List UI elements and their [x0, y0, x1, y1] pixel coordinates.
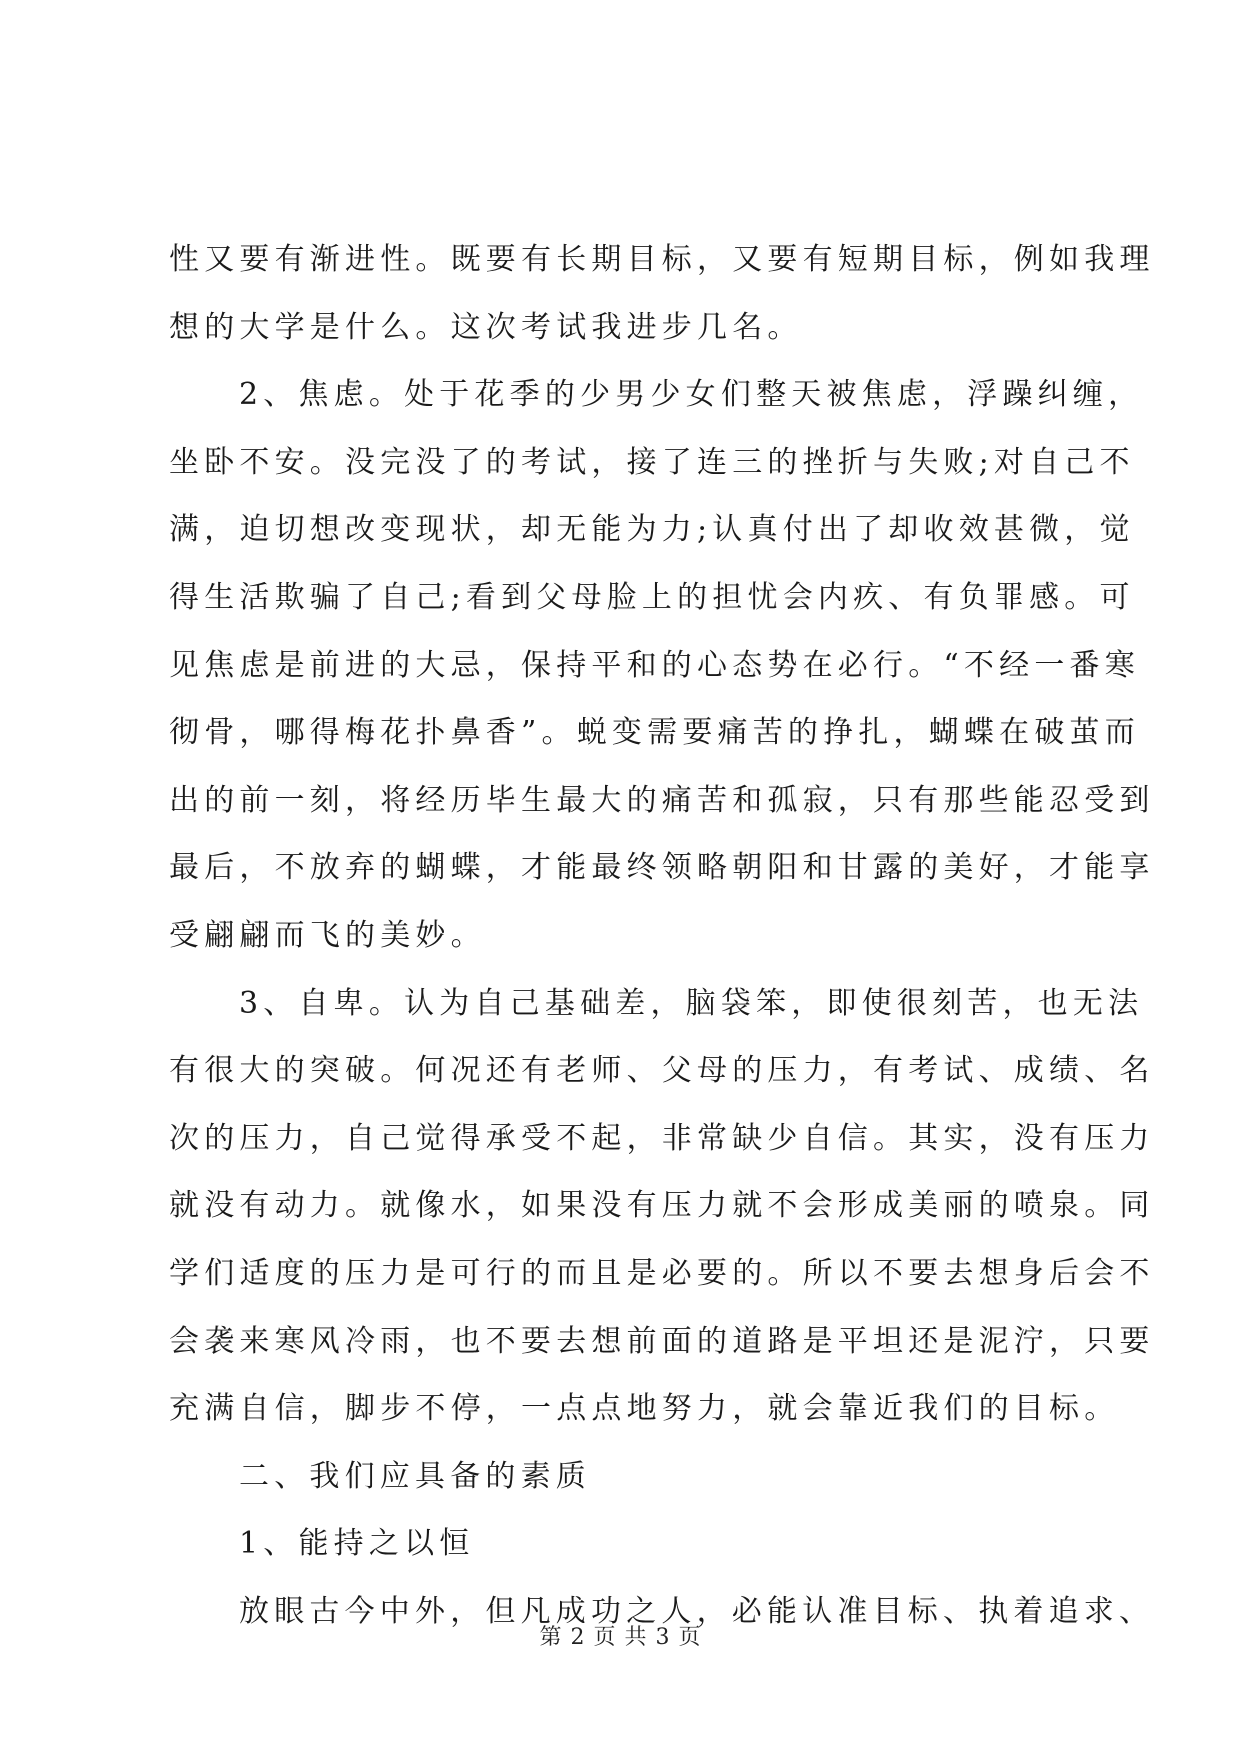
text-line: 次的压力，自己觉得承受不起，非常缺少自信。其实，没有压力 [169, 1120, 1155, 1156]
text-line: 坐卧不安。没完没了的考试，接了连三的挫折与失败;对自己不 [169, 444, 1135, 480]
text-line: 1、能持之以恒 [239, 1526, 475, 1562]
text-line: 受翩翩而飞的美妙。 [169, 917, 486, 953]
text-line: 充满自信，脚步不停，一点点地努力，就会靠近我们的目标。 [169, 1391, 1120, 1427]
text-line: 2、焦虑。处于花季的少男少女们整天被焦虑，浮躁纠缠， [239, 377, 1144, 413]
text-line: 彻骨，哪得梅花扑鼻香”。蜕变需要痛苦的挣扎，蝴蝶在破茧而 [169, 715, 1140, 751]
document-body [169, 226, 1155, 1645]
text-line: 放眼古今中外，但凡成功之人，必能认准目标、执着追求、 [239, 1593, 1155, 1629]
text-line: 二、我们应具备的素质 [239, 1458, 591, 1494]
text-line: 得生活欺骗了自己;看到父母脸上的担忧会内疚、有负罪感。可 [169, 579, 1135, 615]
text-line: 有很大的突破。何况还有老师、父母的压力，有考试、成绩、名 [169, 1053, 1155, 1089]
text-line: 想的大学是什么。这次考试我进步几名。 [169, 309, 803, 345]
page-footer: 第 2 页 共 3 页 [539, 1625, 702, 1650]
text-line: 会袭来寒风冷雨，也不要去想前面的道路是平坦还是泥泞，只要 [169, 1323, 1155, 1359]
text-line: 最后，不放弃的蝴蝶，才能最终领略朝阳和甘露的美好，才能享 [169, 850, 1155, 886]
text-line: 出的前一刻，将经历毕生最大的痛苦和孤寂，只有那些能忍受到 [169, 782, 1155, 818]
text-line: 学们适度的压力是可行的而且是必要的。所以不要去想身后会不 [169, 1255, 1155, 1291]
text-line: 性又要有渐进性。既要有长期目标，又要有短期目标，例如我理 [169, 242, 1155, 277]
text-line: 3、自卑。认为自己基础差，脑袋笨，即使很刻苦，也无法 [239, 985, 1144, 1021]
text-line: 满，迫切想改变现状，却无能为力;认真付出了却收效甚微，觉 [169, 512, 1135, 548]
text-line: 就没有动力。就像水，如果没有压力就不会形成美丽的喷泉。同 [169, 1188, 1155, 1224]
text-line: 见焦虑是前进的大忌，保持平和的心态势在必行。“不经一番寒 [169, 647, 1140, 683]
